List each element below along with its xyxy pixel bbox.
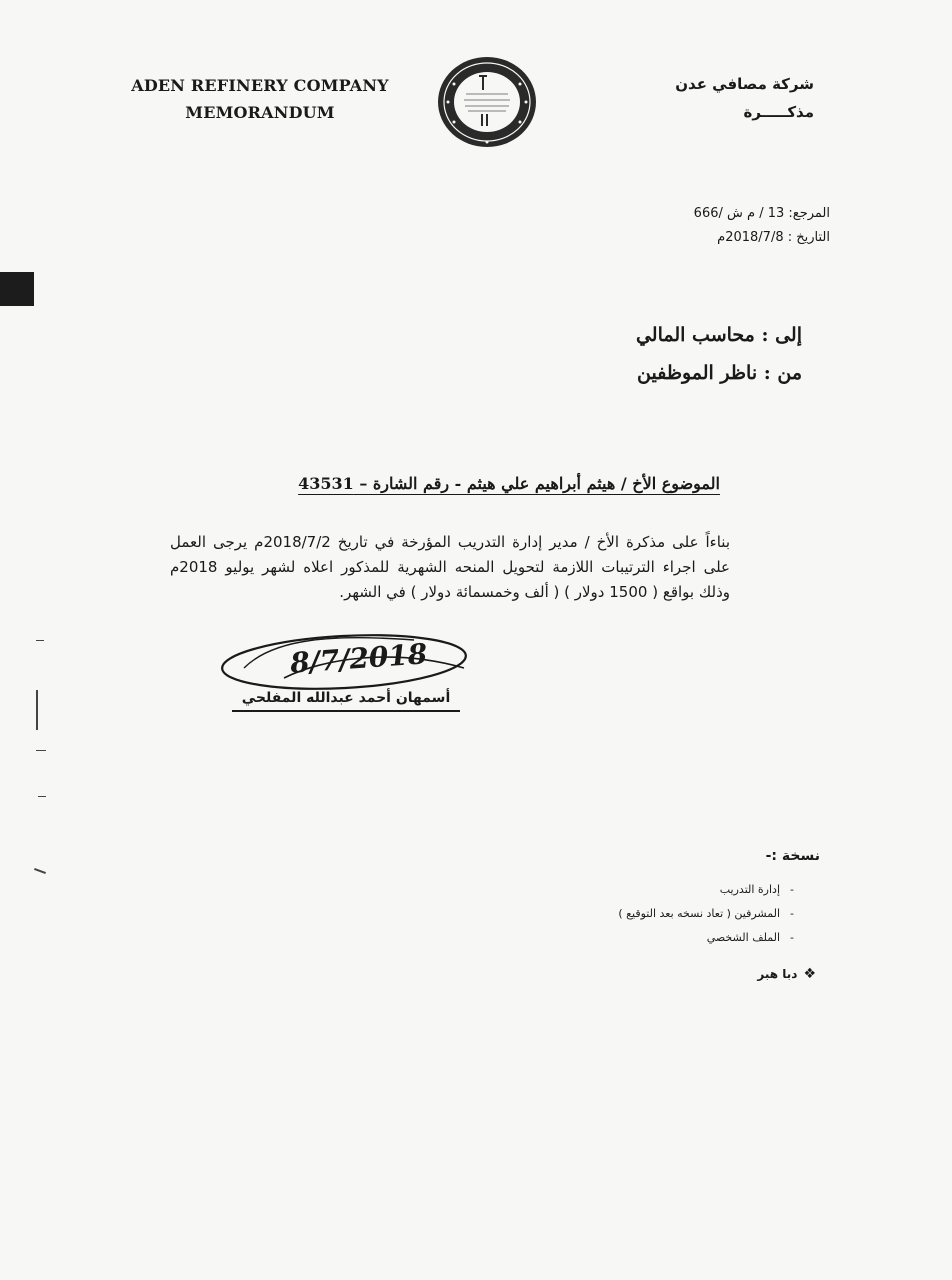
arabic-header (614, 70, 814, 126)
from-line: من : ناظر الموظفين (637, 362, 802, 384)
reference-block (570, 202, 830, 250)
copies-title: نسخة :- (765, 848, 820, 864)
scan-tick (36, 750, 46, 751)
handwritten-date: 8/7/2018 (289, 637, 429, 680)
addressing-block (482, 316, 802, 392)
subject-line: الموضوع الأخ / هيثم أبراهيم علي هيثم - رقم الشارة – 43531 (298, 474, 720, 493)
scan-tick (36, 690, 38, 730)
typist-initials: ❖دبا هبر (757, 966, 816, 982)
memo-title-ar: مذكـــــرة (743, 103, 814, 121)
scan-tick (38, 796, 46, 797)
english-header (120, 72, 400, 126)
scan-tick (34, 868, 46, 874)
signer-name: أسمهان أحمد عبدالله المفلحي (232, 690, 460, 712)
scan-tick (36, 640, 44, 641)
to-line: إلى : محاسب المالي (635, 324, 802, 346)
scan-edge-mark (0, 272, 34, 306)
company-name-ar: شركة مصافي عدن (675, 75, 814, 93)
company-seal (434, 54, 540, 150)
memo-title-en: MEMORANDUM (185, 103, 335, 122)
memo-date: التاريخ : 2018/7/8م (717, 230, 830, 245)
company-name-en: ADEN REFINERY COMPANY (131, 76, 389, 95)
copy-item: -إدارة التدريب (719, 883, 794, 896)
reference-number: المرجع: 13 / م ش /666 (693, 206, 830, 221)
diamond-bullet-icon: ❖ (803, 966, 816, 982)
copy-item: -الملف الشخصي (706, 931, 794, 944)
copies-list (454, 878, 794, 950)
copy-item: -المشرفين ( تعاد نسخه بعد التوقيع ) (618, 907, 794, 920)
memo-body: بناءاً على مذكرة الأخ / مدير إدارة التدريب المؤرخة في تاريخ 2018/7/2م يرجى العمل على اجراء الترتيبات اللازمة لتحويل المنحه الشهرية للمذكور اعلاه لشهر يوليو 2018م وذلك بواقع ( 1500 دولار ) ( ألف وخمسمائة دولار ) في الشهر. (170, 533, 730, 601)
